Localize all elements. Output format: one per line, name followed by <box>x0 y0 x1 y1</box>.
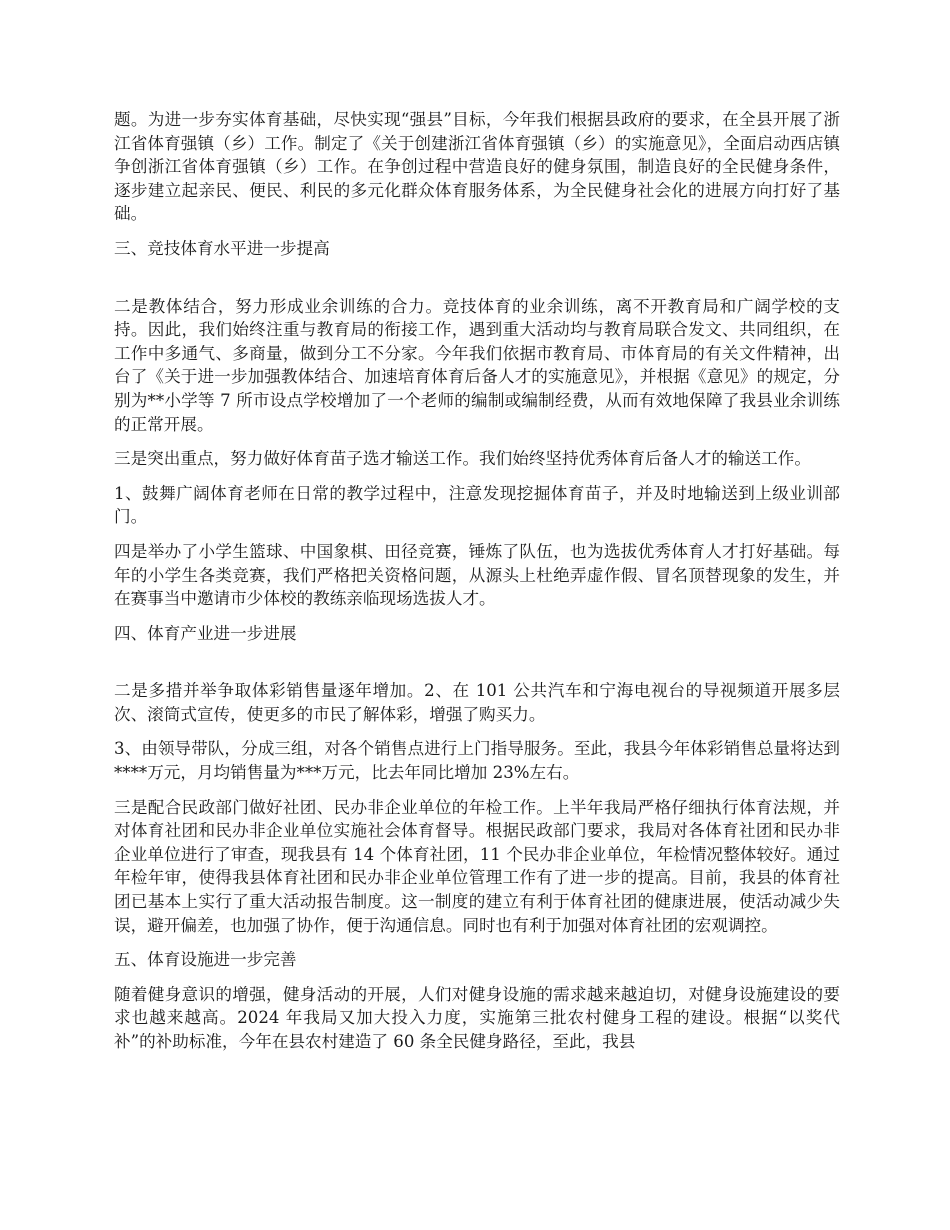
paragraph-facilities: 随着健身意识的增强，健身活动的开展，人们对健身设施的需求越来越迫切，对健身设施建设的要求也越来越高。2024 年我局又加大投入力度，实施第三批农村健身工程的建设。根据“以奖代补”的补助标准，今年在县农村建造了 60 条全民健身路径，至此，我县 <box>114 984 840 1051</box>
paragraph-education-sports: 二是教体结合，努力形成业余训练的合力。竞技体育的业余训练，离不开教育局和广阔学校的支持。因此，我们始终注重与教育局的衔接工作，遇到重大活动均与教育局联合发文、共同组织，在工作中多通气、多商量，做到分工不分家。今年我们依据市教育局、市体育局的有关文件精神，出台了《关于进一步加强教体结合、加速培育体育后备人才的实施意见》，并根据《意见》的规定，分别为**小学等 7 所市设点学校增加了一个老师的编制或编制经费，从而有效地保障了我县业余训练的正常开展。 <box>114 296 840 434</box>
section-heading-5: 五、体育设施进一步完善 <box>114 950 297 970</box>
paragraph-annual-inspection: 三是配合民政部门做好社团、民办非企业单位的年检工作。上半年我局严格仔细执行体育法规，并对体育社团和民办非企业单位实施社会体育督导。根据民政部门要求，我局对各体育社团和民办非企业单位进行了审查，现我县有 14 个体育社团，11 个民办非企业单位，年检情况整体较好。通过年检年审，使得我县体育社团和民办非企业单位管理工作有了进一步的提高。目前，我县的体育社团已基本上实行了重大活动报告制度。这一制度的建立有利于体育社团的健康进展，使活动减少失误，避开偏差，也加强了协作，便于沟通信息。同时也有利于加强对体育社团的宏观调控。 <box>114 797 840 935</box>
paragraph-talent-selection: 三是突出重点，努力做好体育苗子选才输送工作。我们始终坚持优秀体育后备人才的输送工作。 <box>114 449 811 469</box>
paragraph-competitions: 四是举办了小学生篮球、中国象棋、田径竞赛，锤炼了队伍，也为选拔优秀体育人才打好基础。每年的小学生各类竞赛，我们严格把关资格问题，从源头上杜绝弄虚作假、冒名顶替现象的发生，并在赛事当中邀请市少体校的教练亲临现场选拔人才。 <box>114 541 840 609</box>
paragraph-lottery-sales: 二是多措并举争取体彩销售量逐年增加。2、在 101 公共汽车和宁海电视台的导视频道开展多层次、滚筒式宣传，使更多的市民了解体彩，增强了购买力。 <box>114 681 840 724</box>
paragraph-intro: 题。为进一步夯实体育基础，尽快实现“强县”目标，今年我们根据县政府的要求，在全县开展了浙江省体育强镇（乡）工作。制定了《关于创建浙江省体育强镇（乡）的实施意见》，全面启动西店镇争创浙江省体育强镇（乡）工作。在争创过程中营造良好的健身氛围，制造良好的全民健身条件，逐步建立起亲民、便民、利民的多元化群众体育服务体系，为全民健身社会化的进展方向打好了基础。 <box>114 110 840 224</box>
section-heading-4: 四、体育产业进一步进展 <box>114 623 297 643</box>
document-page <box>114 108 840 1065</box>
section-heading-3: 三、竞技体育水平进一步提高 <box>114 238 330 258</box>
paragraph-encourage-teachers: 1、鼓舞广阔体育老师在日常的教学过程中，注意发现挖掘体育苗子，并及时地输送到上级业训部门。 <box>114 483 840 527</box>
paragraph-sales-guidance: 3、由领导带队，分成三组，对各个销售点进行上门指导服务。至此，我县今年体彩销售总量将达到****万元，月均销售量为***万元，比去年同比增加 23%左右。 <box>114 739 840 783</box>
